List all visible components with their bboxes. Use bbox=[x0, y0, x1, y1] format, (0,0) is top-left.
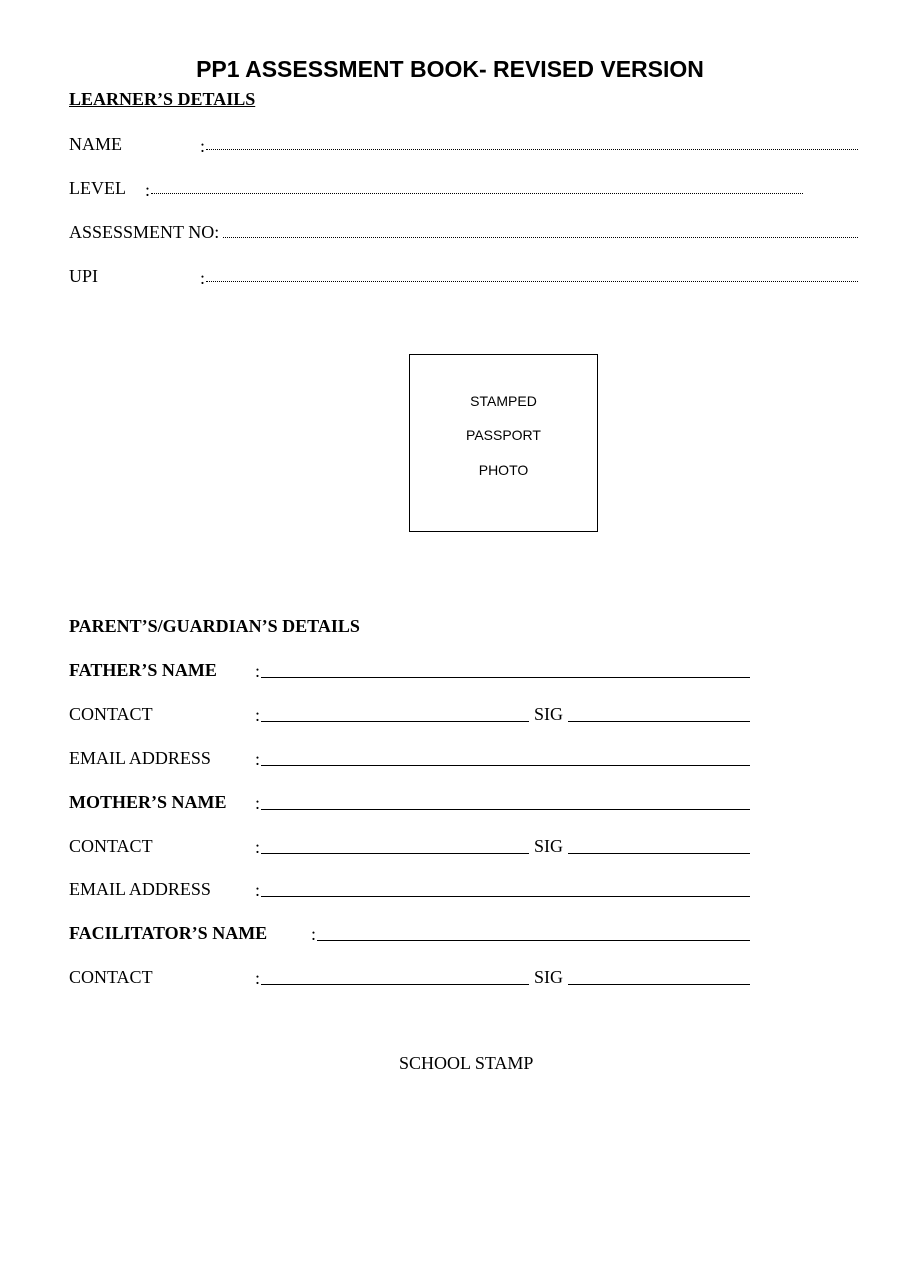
mother-contact-colon: : bbox=[255, 837, 261, 857]
mother-email-field[interactable] bbox=[261, 896, 750, 897]
father-name-label: FATHER’S NAME bbox=[69, 660, 217, 680]
facilitator-name-label: FACILITATOR’S NAME bbox=[69, 923, 268, 943]
upi-label: UPI bbox=[69, 266, 99, 286]
facilitator-name-colon: : bbox=[311, 924, 317, 944]
father-name-colon: : bbox=[255, 661, 261, 681]
mother-name-label: MOTHER’S NAME bbox=[69, 792, 227, 812]
facilitator-contact-field[interactable] bbox=[261, 984, 529, 985]
mother-sig-field[interactable] bbox=[568, 853, 750, 854]
father-name-field[interactable] bbox=[261, 677, 750, 678]
father-email-field[interactable] bbox=[261, 765, 750, 766]
learner-details-heading: LEARNER’S DETAILS bbox=[69, 89, 256, 109]
mother-contact-field[interactable] bbox=[261, 853, 529, 854]
school-stamp-label: SCHOOL STAMP bbox=[399, 1053, 534, 1073]
name-label: NAME bbox=[69, 134, 122, 154]
name-colon: : bbox=[200, 136, 206, 156]
mother-name-field[interactable] bbox=[261, 809, 750, 810]
assessment-no-field[interactable] bbox=[223, 237, 858, 238]
mother-contact-label: CONTACT bbox=[69, 836, 153, 856]
mother-email-label: EMAIL ADDRESS bbox=[69, 879, 211, 899]
father-contact-colon: : bbox=[255, 705, 261, 725]
parents-details-heading: PARENT’S/GUARDIAN’S DETAILS bbox=[69, 616, 360, 636]
upi-colon: : bbox=[200, 268, 206, 288]
page-title: PP1 ASSESSMENT BOOK- REVISED VERSION bbox=[196, 56, 704, 82]
mother-email-colon: : bbox=[255, 880, 261, 900]
facilitator-name-field[interactable] bbox=[317, 940, 750, 941]
level-colon: : bbox=[145, 180, 151, 200]
photo-line-passport: PASSPORT bbox=[466, 427, 541, 443]
facilitator-sig-label: SIG bbox=[534, 967, 564, 987]
assessment-no-label: ASSESSMENT NO: bbox=[69, 222, 220, 242]
father-contact-field[interactable] bbox=[261, 721, 529, 722]
photo-line-photo: PHOTO bbox=[478, 462, 529, 478]
father-sig-field[interactable] bbox=[568, 721, 750, 722]
father-contact-label: CONTACT bbox=[69, 704, 153, 724]
photo-line-stamped: STAMPED bbox=[470, 393, 537, 409]
facilitator-contact-label: CONTACT bbox=[69, 967, 153, 987]
level-field[interactable] bbox=[151, 193, 803, 194]
upi-field[interactable] bbox=[206, 281, 858, 282]
name-field[interactable] bbox=[206, 149, 858, 150]
mother-sig-label: SIG bbox=[534, 836, 564, 856]
facilitator-sig-field[interactable] bbox=[568, 984, 750, 985]
mother-name-colon: : bbox=[255, 793, 261, 813]
facilitator-contact-colon: : bbox=[255, 968, 261, 988]
father-sig-label: SIG bbox=[534, 704, 564, 724]
father-email-label: EMAIL ADDRESS bbox=[69, 748, 211, 768]
passport-photo-box bbox=[409, 354, 598, 532]
level-label: LEVEL bbox=[69, 178, 126, 198]
father-email-colon: : bbox=[255, 749, 261, 769]
